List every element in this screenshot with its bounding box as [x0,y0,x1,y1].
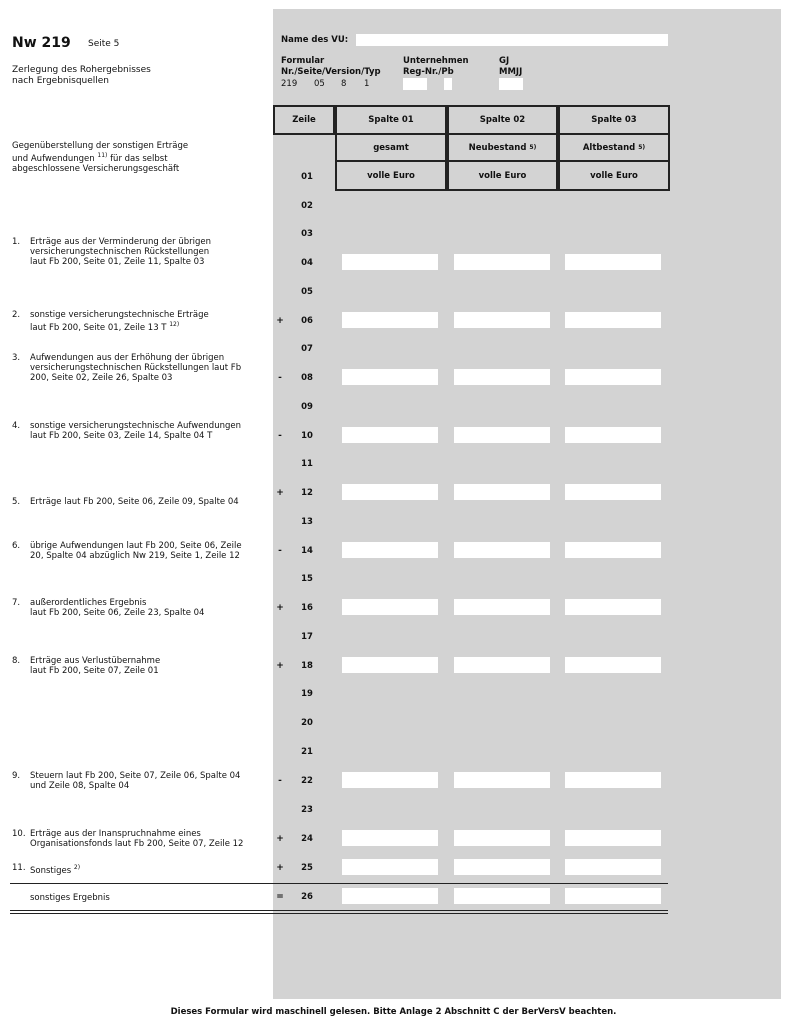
item-9-number: 9. [12,771,21,781]
input-row16-col01[interactable] [342,599,438,615]
item-1-line2: versicherungstechnischen Rückstellungen [30,247,210,257]
item-7-number: 7. [12,598,21,608]
sign-row-14: - [278,546,282,556]
section-line2-a: und Aufwendungen [12,153,95,164]
double-line-top [10,910,668,911]
row-number-26: 26 [301,892,313,902]
input-row16-col03[interactable] [565,599,661,615]
subtitle-line1: Zerlegung des Rohergebnisses [12,65,151,75]
input-row04-col01[interactable] [342,254,438,270]
input-row22-col02[interactable] [454,772,550,788]
item-1-text [30,237,262,267]
item-3-line2: versicherungstechnischen Rückstellungen laut Fb [30,363,242,373]
unternehmen-sub-label: Reg-Nr./Pb [403,67,454,77]
separator-line [10,883,668,884]
item-3-text [30,353,262,383]
input-row08-col02[interactable] [454,369,550,385]
name-input[interactable] [356,34,668,46]
column-unit-3: volle Euro [558,162,670,191]
input-row14-col01[interactable] [342,542,438,558]
row-number-07: 07 [301,344,313,354]
row-number-10: 10 [301,431,313,441]
item-11-footnote: 2) [73,864,81,871]
column-header-zeile: Zeile [273,105,335,135]
item-11-number: 11. [12,863,26,873]
input-row25-col02[interactable] [454,859,550,875]
column-header-spalte02: Spalte 02 [447,105,558,135]
neubestand-footnote: 5) [529,144,537,151]
item-9-text [30,771,262,791]
row-number-13: 13 [301,517,313,527]
input-row10-col03[interactable] [565,427,661,443]
input-row18-col02[interactable] [454,657,550,673]
form-title: Nw 219 [12,35,71,51]
row-number-04: 04 [301,258,313,268]
item-4-text [30,421,262,441]
sign-row-22: - [278,776,282,786]
row-number-14: 14 [301,546,313,556]
double-line-bottom [10,913,668,914]
item-7-text [30,598,262,618]
input-row10-col02[interactable] [454,427,550,443]
item-6-line1: übrige Aufwendungen laut Fb 200, Seite 06, Zeile [30,541,242,551]
footer-note: Dieses Formular wird maschinell gelesen. Bitte Anlage 2 Abschnitt C der BerVersV beachten. [170,1007,617,1017]
altbestand-label: Altbestand [582,142,636,153]
pb-input[interactable] [444,78,452,90]
input-row12-col01[interactable] [342,484,438,500]
item-1-number: 1. [12,237,21,247]
form-seite: 05 [314,79,325,89]
row-number-15: 15 [301,574,313,584]
section-heading-line1: Gegenüberstellung der sonstigen Erträge [12,141,189,151]
item-total-text [30,893,262,903]
column-unit-1: volle Euro [335,162,447,191]
row-number-23: 23 [301,805,313,815]
input-row16-col02[interactable] [454,599,550,615]
input-row26-col02[interactable] [454,888,550,904]
item-2-line2-wrap [30,320,262,333]
item-3-number: 3. [12,353,21,363]
section-footnote: 11) [97,152,108,159]
input-row26-col03[interactable] [565,888,661,904]
input-row18-col01[interactable] [342,657,438,673]
row-number-22: 22 [301,776,313,786]
item-10-text [30,829,262,849]
item-2-line1: sonstige versicherungstechnische Erträge [30,310,209,320]
item-9-line1: Steuern laut Fb 200, Seite 07, Zeile 06, Spalte 04 [30,771,241,781]
subtitle-line2: nach Ergebnisquellen [12,76,110,86]
item-5-line1: Erträge laut Fb 200, Seite 06, Zeile 09, Spalte 04 [30,497,239,507]
sign-row-24: + [276,834,284,844]
row-number-02: 02 [301,201,313,211]
page-number: Seite 5 [88,39,120,49]
row-number-01: 01 [301,172,313,182]
form-nr: 219 [281,79,298,89]
sign-row-08: - [278,373,282,383]
row-number-18: 18 [301,661,313,671]
section-line2-b: für das selbst [110,153,168,164]
item-10-number: 10. [12,829,26,839]
column-header-spalte03: Spalte 03 [558,105,670,135]
column-sub-neubestand [447,135,558,162]
reg-nr-input[interactable] [403,78,427,90]
gj-input[interactable] [499,78,523,90]
input-row12-col02[interactable] [454,484,550,500]
input-row22-col01[interactable] [342,772,438,788]
item-3-line1: Aufwendungen aus der Erhöhung der übrigen [30,353,225,363]
sign-row-12: + [276,488,284,498]
item-11-text [30,863,262,876]
sign-row-10: - [278,431,282,441]
item-11-line-wrap [30,863,262,876]
item-2-text [30,310,262,333]
sign-row-25: + [276,863,284,873]
input-row12-col03[interactable] [565,484,661,500]
input-row24-col02[interactable] [454,830,550,846]
column-unit-2: volle Euro [447,162,558,191]
column-sub-altbestand [558,135,670,162]
row-number-19: 19 [301,689,313,699]
input-row24-col01[interactable] [342,830,438,846]
input-row25-col01[interactable] [342,859,438,875]
input-row08-col01[interactable] [342,369,438,385]
row-number-11: 11 [301,459,313,469]
input-row06-col03[interactable] [565,312,661,328]
item-5-number: 5. [12,497,21,507]
section-heading-line2 [12,152,168,164]
row-number-08: 08 [301,373,313,383]
sign-row-16: + [276,603,284,613]
item-8-number: 8. [12,656,21,666]
item-6-line2: 20, Spalte 04 abzüglich Nw 219, Seite 1, Zeile 12 [30,551,240,561]
item-1-line1: Erträge aus der Verminderung der übrigen [30,237,211,247]
input-row06-col01[interactable] [342,312,438,328]
row-number-06: 06 [301,316,313,326]
input-row04-col02[interactable] [454,254,550,270]
input-row14-col03[interactable] [565,542,661,558]
item-4-number: 4. [12,421,21,431]
name-label: Name des VU: [281,35,349,45]
item-2-number: 2. [12,310,21,320]
item-4-line2: laut Fb 200, Seite 03, Zeile 14, Spalte 04 T [30,431,213,441]
row-number-09: 09 [301,402,313,412]
column-sub-gesamt: gesamt [335,135,447,162]
row-number-05: 05 [301,287,313,297]
sign-row-06: + [276,316,284,326]
row-number-24: 24 [301,834,313,844]
item-3-line3: 200, Seite 02, Zeile 26, Spalte 03 [30,373,173,383]
item-1-line3: laut Fb 200, Seite 01, Zeile 11, Spalte 03 [30,257,205,267]
input-row22-col03[interactable] [565,772,661,788]
neubestand-label: Neubestand [468,142,527,153]
item-8-line1: Erträge aus Verlustübernahme [30,656,161,666]
row-number-16: 16 [301,603,313,613]
row-number-25: 25 [301,863,313,873]
row-number-03: 03 [301,229,313,239]
unternehmen-label: Unternehmen [403,56,469,66]
formular-sub-label: Nr./Seite/Version/Typ [281,67,381,77]
input-row14-col02[interactable] [454,542,550,558]
input-row24-col03[interactable] [565,830,661,846]
item-10-line2: Organisationsfonds laut Fb 200, Seite 07, Zeile 12 [30,839,244,849]
item-total-line1: sonstiges Ergebnis [30,893,110,903]
row-number-20: 20 [301,718,313,728]
input-row04-col03[interactable] [565,254,661,270]
item-4-line1: sonstige versicherungstechnische Aufwendungen [30,421,241,431]
row-number-12: 12 [301,488,313,498]
input-row25-col03[interactable] [565,859,661,875]
item-2-footnote: 12) [169,321,180,328]
item-5-text [30,497,262,507]
input-row10-col01[interactable] [342,427,438,443]
sign-row-26: = [276,892,284,902]
input-row26-col01[interactable] [342,888,438,904]
gj-label: GJ [499,56,510,66]
item-7-line2: laut Fb 200, Seite 06, Zeile 23, Spalte 04 [30,608,205,618]
formular-label: Formular [281,56,325,66]
input-row08-col03[interactable] [565,369,661,385]
item-8-line2: laut Fb 200, Seite 07, Zeile 01 [30,666,159,676]
item-6-text [30,541,262,561]
input-row18-col03[interactable] [565,657,661,673]
sign-row-18: + [276,661,284,671]
altbestand-footnote: 5) [638,144,646,151]
item-7-line1: außerordentliches Ergebnis [30,598,147,608]
item-8-text [30,656,262,676]
gj-sub-label: MMJJ [499,67,523,77]
item-11-line1: Sonstiges [30,865,72,876]
row-number-21: 21 [301,747,313,757]
item-2-line2: laut Fb 200, Seite 01, Zeile 13 T [30,322,167,333]
item-9-line2: und Zeile 08, Spalte 04 [30,781,130,791]
form-version: 8 [341,79,347,89]
form-typ: 1 [364,79,370,89]
item-10-line1: Erträge aus der Inanspruchnahme eines [30,829,201,839]
item-6-number: 6. [12,541,21,551]
input-row06-col02[interactable] [454,312,550,328]
column-header-spalte01: Spalte 01 [335,105,447,135]
section-heading-line3: abgeschlossene Versicherungsgeschäft [12,164,180,174]
row-number-17: 17 [301,632,313,642]
